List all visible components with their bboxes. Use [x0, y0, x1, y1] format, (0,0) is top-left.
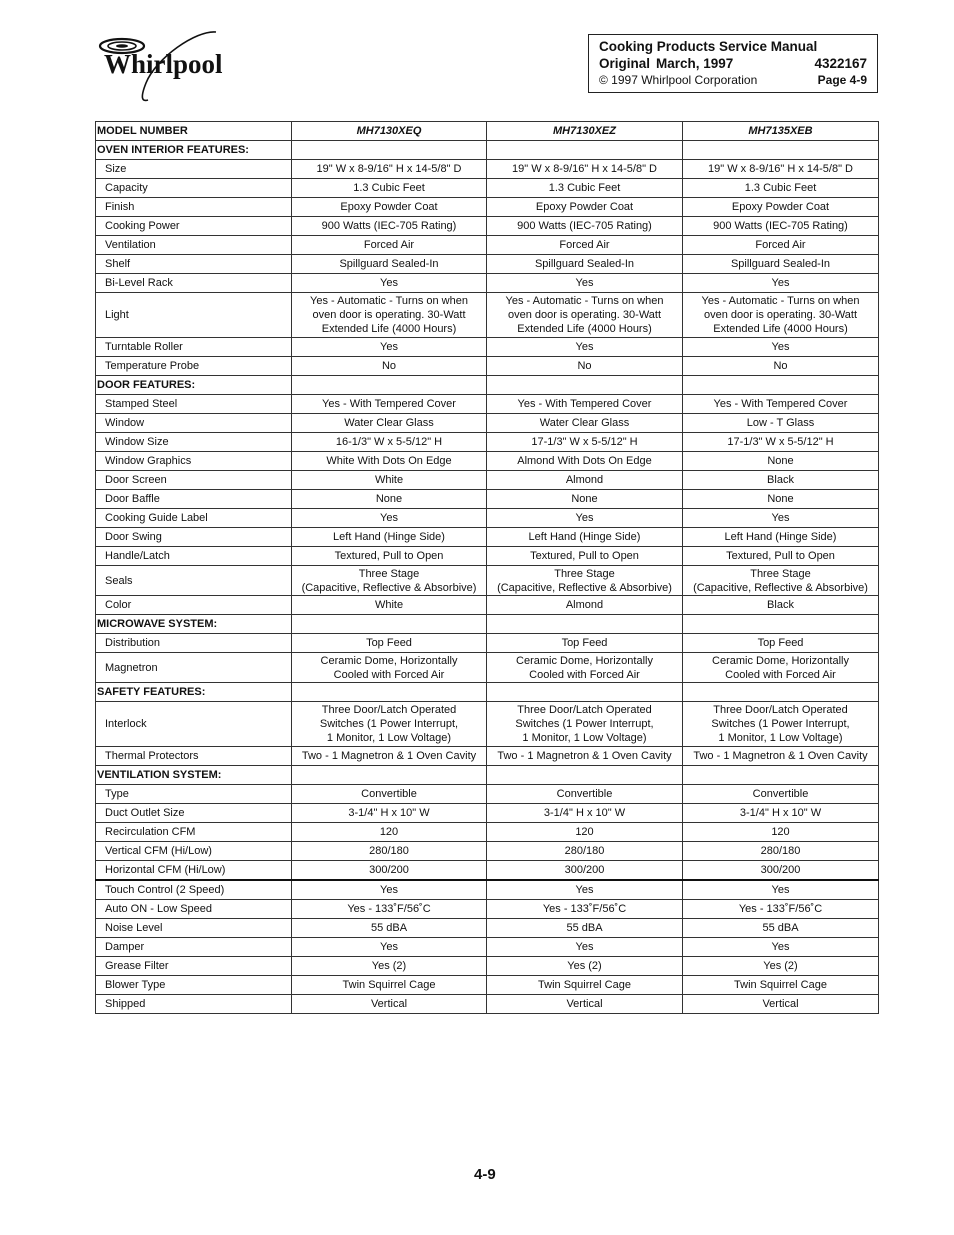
value-cell [683, 566, 879, 596]
row-label: Window Size [96, 433, 292, 452]
table-header-row [96, 122, 879, 141]
empty-cell [292, 376, 487, 395]
value-cell: Textured, Pull to Open [487, 547, 683, 566]
value-cell: Almond [487, 596, 683, 615]
value-line: Ceramic Dome, Horizontally [712, 654, 849, 667]
value-line: Three Stage [750, 567, 811, 580]
row-label: Thermal Protectors [96, 747, 292, 766]
empty-cell [292, 615, 487, 634]
value-cell: Top Feed [292, 634, 487, 653]
value-cell: None [292, 490, 487, 509]
table-row [96, 596, 879, 615]
row-label: Stamped Steel [96, 395, 292, 414]
empty-cell [683, 376, 879, 395]
section-row [96, 615, 879, 634]
header-page-ref: Page 4-9 [817, 73, 867, 87]
table-row [96, 785, 879, 804]
whirlpool-logo [96, 28, 236, 104]
table-row [96, 547, 879, 566]
empty-cell [487, 683, 683, 702]
value-cell: Convertible [683, 785, 879, 804]
table-row [96, 236, 879, 255]
value-cell: Left Hand (Hinge Side) [683, 528, 879, 547]
value-cell: 1.3 Cubic Feet [292, 179, 487, 198]
header-part-number: 4322167 [814, 56, 867, 71]
value-cell [292, 653, 487, 683]
table-row [96, 823, 879, 842]
table-row [96, 255, 879, 274]
table-row [96, 995, 879, 1014]
table-row [96, 528, 879, 547]
table-row [96, 976, 879, 995]
value-cell: 55 dBA [292, 919, 487, 938]
section-row [96, 766, 879, 785]
row-label: Distribution [96, 634, 292, 653]
empty-cell [292, 766, 487, 785]
value-cell: 900 Watts (IEC-705 Rating) [683, 217, 879, 236]
value-line: oven door is operating. 30-Watt [507, 309, 662, 321]
value-cell: Yes [487, 880, 683, 900]
value-cell: Yes - With Tempered Cover [683, 395, 879, 414]
row-label: Handle/Latch [96, 547, 292, 566]
table-row [96, 566, 879, 596]
value-cell: 1.3 Cubic Feet [683, 179, 879, 198]
value-cell: Left Hand (Hinge Side) [292, 528, 487, 547]
value-cell: Textured, Pull to Open [683, 547, 879, 566]
value-cell: Forced Air [683, 236, 879, 255]
value-cell: Epoxy Powder Coat [487, 198, 683, 217]
row-label: Recirculation CFM [96, 823, 292, 842]
value-cell: 1.3 Cubic Feet [487, 179, 683, 198]
row-label: Size [96, 160, 292, 179]
value-cell [292, 702, 487, 747]
row-label: Finish [96, 198, 292, 217]
row-label: Cooking Guide Label [96, 509, 292, 528]
value-cell: Yes [487, 509, 683, 528]
value-cell: Yes (2) [487, 957, 683, 976]
value-line: Cooled with Forced Air [725, 668, 836, 681]
table-row [96, 747, 879, 766]
empty-cell [487, 766, 683, 785]
row-label: Light [96, 293, 292, 338]
value-line: Three Door/Latch Operated [517, 704, 652, 716]
value-cell: Two - 1 Magnetron & 1 Oven Cavity [683, 747, 879, 766]
row-label: Window Graphics [96, 452, 292, 471]
table-row [96, 842, 879, 861]
header-original: Original [599, 56, 651, 71]
empty-cell [683, 683, 879, 702]
value-line: (Capacitive, Reflective & Absorbive) [693, 581, 868, 594]
value-line: Yes - Automatic - Turns on when [310, 295, 468, 307]
value-cell: Twin Squirrel Cage [683, 976, 879, 995]
row-label: Shipped [96, 995, 292, 1014]
row-label: Cooking Power [96, 217, 292, 236]
table-row [96, 160, 879, 179]
value-cell: Almond [487, 471, 683, 490]
value-cell [292, 566, 487, 596]
value-line: oven door is operating. 30-Watt [312, 309, 466, 321]
table-row [96, 452, 879, 471]
page-number: 4-9 [474, 1166, 496, 1183]
value-cell [487, 702, 683, 747]
row-label: Touch Control (2 Speed) [96, 880, 292, 900]
value-cell: Spillguard Sealed-In [487, 255, 683, 274]
row-label: Door Screen [96, 471, 292, 490]
header-line-3 [599, 72, 867, 89]
section-title: SAFETY FEATURES: [96, 683, 292, 702]
empty-cell [683, 766, 879, 785]
table-row [96, 509, 879, 528]
section-row [96, 376, 879, 395]
value-cell: 55 dBA [487, 919, 683, 938]
row-label: Grease Filter [96, 957, 292, 976]
value-cell: Textured, Pull to Open [292, 547, 487, 566]
value-cell: Forced Air [487, 236, 683, 255]
value-cell: Yes [292, 938, 487, 957]
value-cell: 900 Watts (IEC-705 Rating) [292, 217, 487, 236]
value-line: Three Stage [554, 567, 615, 580]
row-label: Vertical CFM (Hi/Low) [96, 842, 292, 861]
value-cell: White [292, 471, 487, 490]
model-col-3: MH7135XEB [683, 122, 879, 141]
value-cell: 120 [487, 823, 683, 842]
row-label: Seals [96, 566, 292, 596]
value-cell: 55 dBA [683, 919, 879, 938]
value-line: Switches (1 Power Interrupt, [711, 718, 850, 730]
section-title: MICROWAVE SYSTEM: [96, 615, 292, 634]
table-row [96, 198, 879, 217]
value-cell: 120 [292, 823, 487, 842]
section-row [96, 683, 879, 702]
value-cell: Epoxy Powder Coat [683, 198, 879, 217]
value-cell: Yes [683, 880, 879, 900]
table-row [96, 957, 879, 976]
row-label: Damper [96, 938, 292, 957]
value-cell: Vertical [487, 995, 683, 1014]
empty-cell [487, 376, 683, 395]
row-label: Bi-Level Rack [96, 274, 292, 293]
value-line: 1 Monitor, 1 Low Voltage) [718, 732, 843, 744]
value-cell: Vertical [292, 995, 487, 1014]
value-cell: Water Clear Glass [487, 414, 683, 433]
value-cell: None [487, 490, 683, 509]
row-label: Type [96, 785, 292, 804]
section-title: VENTILATION SYSTEM: [96, 766, 292, 785]
row-label: Window [96, 414, 292, 433]
whirlpool-logo-graphic [96, 28, 236, 104]
value-line: Cooled with Forced Air [529, 668, 640, 681]
model-col-1: MH7130XEQ [292, 122, 487, 141]
value-cell: 19" W x 8-9/16" H x 14-5/8" D [683, 160, 879, 179]
value-line: Yes - Automatic - Turns on when [701, 295, 860, 307]
row-label: Interlock [96, 702, 292, 747]
empty-cell [487, 141, 683, 160]
value-cell: None [683, 490, 879, 509]
header-date: March, 1997 [656, 56, 734, 71]
table-row [96, 490, 879, 509]
empty-cell [487, 615, 683, 634]
value-line: Yes - Automatic - Turns on when [505, 295, 664, 307]
value-cell: Water Clear Glass [292, 414, 487, 433]
row-label: Noise Level [96, 919, 292, 938]
value-cell: Left Hand (Hinge Side) [487, 528, 683, 547]
value-line: Ceramic Dome, Horizontally [320, 654, 458, 667]
value-cell: Epoxy Powder Coat [292, 198, 487, 217]
value-line: Three Door/Latch Operated [713, 704, 848, 716]
value-cell: Yes [487, 274, 683, 293]
table-row [96, 919, 879, 938]
value-cell: Yes [487, 338, 683, 357]
value-cell: 17-1/3" W x 5-5/12" H [683, 433, 879, 452]
value-cell: 300/200 [292, 861, 487, 881]
value-cell: Yes [292, 509, 487, 528]
table-row [96, 293, 879, 338]
value-cell: White [292, 596, 487, 615]
manual-title: Cooking Products Service Manual [599, 39, 818, 54]
value-line: Ceramic Dome, Horizontally [516, 654, 653, 667]
row-label: Turntable Roller [96, 338, 292, 357]
table-row [96, 804, 879, 823]
row-label: Blower Type [96, 976, 292, 995]
value-line: oven door is operating. 30-Watt [703, 309, 858, 321]
value-cell: 300/200 [683, 861, 879, 881]
value-cell: 900 Watts (IEC-705 Rating) [487, 217, 683, 236]
value-cell: Yes - With Tempered Cover [292, 395, 487, 414]
value-cell: 280/180 [683, 842, 879, 861]
model-col-2: MH7130XEZ [487, 122, 683, 141]
section-row [96, 141, 879, 160]
value-cell: 3-1/4" H x 10" W [683, 804, 879, 823]
value-cell: Two - 1 Magnetron & 1 Oven Cavity [292, 747, 487, 766]
table-row [96, 179, 879, 198]
value-line: Cooled with Forced Air [333, 668, 445, 681]
value-cell [487, 293, 683, 338]
value-cell: White With Dots On Edge [292, 452, 487, 471]
value-cell: Yes [683, 509, 879, 528]
row-label: Capacity [96, 179, 292, 198]
value-cell [683, 702, 879, 747]
value-cell: Yes [683, 938, 879, 957]
value-cell [292, 293, 487, 338]
table-row [96, 861, 879, 881]
header-original-date [599, 55, 733, 72]
value-cell: Black [683, 596, 879, 615]
value-cell: Yes - 133˚F/56˚C [292, 900, 487, 919]
empty-cell [292, 141, 487, 160]
value-line: Extended Life (4000 Hours) [713, 323, 848, 335]
header-copyright: © 1997 Whirlpool Corporation [599, 73, 758, 87]
value-cell: Almond With Dots On Edge [487, 452, 683, 471]
value-line: Switches (1 Power Interrupt, [515, 718, 654, 730]
value-line: 1 Monitor, 1 Low Voltage) [326, 732, 452, 744]
table-row [96, 217, 879, 236]
value-line: Extended Life (4000 Hours) [321, 323, 457, 335]
value-line: (Capacitive, Reflective & Absorbive) [301, 581, 477, 594]
value-line: Three Stage [358, 567, 420, 580]
empty-cell [292, 683, 487, 702]
value-cell: Convertible [292, 785, 487, 804]
value-cell: 17-1/3" W x 5-5/12" H [487, 433, 683, 452]
value-cell: 280/180 [292, 842, 487, 861]
value-line: Switches (1 Power Interrupt, [319, 718, 459, 730]
value-cell [683, 653, 879, 683]
logo-wordmark: Whirlpool [104, 49, 223, 79]
table-row [96, 357, 879, 376]
value-cell: Twin Squirrel Cage [487, 976, 683, 995]
value-cell: Vertical [683, 995, 879, 1014]
table-row [96, 274, 879, 293]
table-row [96, 414, 879, 433]
section-title: OVEN INTERIOR FEATURES: [96, 141, 292, 160]
table-row [96, 634, 879, 653]
value-cell [487, 566, 683, 596]
value-cell: Convertible [487, 785, 683, 804]
row-label: Color [96, 596, 292, 615]
value-cell: Yes [292, 880, 487, 900]
row-label: Magnetron [96, 653, 292, 683]
row-label: Door Baffle [96, 490, 292, 509]
value-cell: 16-1/3" W x 5-5/12" H [292, 433, 487, 452]
value-cell: Yes [292, 274, 487, 293]
value-cell: 19" W x 8-9/16" H x 14-5/8" D [292, 160, 487, 179]
row-label: Horizontal CFM (Hi/Low) [96, 861, 292, 881]
value-cell [487, 653, 683, 683]
row-label: Duct Outlet Size [96, 804, 292, 823]
value-cell: 3-1/4" H x 10" W [487, 804, 683, 823]
value-cell: Yes [292, 338, 487, 357]
value-cell: Two - 1 Magnetron & 1 Oven Cavity [487, 747, 683, 766]
value-cell: 19" W x 8-9/16" H x 14-5/8" D [487, 160, 683, 179]
value-cell: Yes (2) [292, 957, 487, 976]
value-cell: Yes [683, 274, 879, 293]
value-cell: Yes [683, 338, 879, 357]
value-cell: Yes [487, 938, 683, 957]
value-cell: Low - T Glass [683, 414, 879, 433]
value-line: 1 Monitor, 1 Low Voltage) [522, 732, 647, 744]
value-cell: No [292, 357, 487, 376]
empty-cell [683, 615, 879, 634]
table-row [96, 395, 879, 414]
value-cell: 120 [683, 823, 879, 842]
value-line: Extended Life (4000 Hours) [517, 323, 652, 335]
value-cell [683, 293, 879, 338]
value-cell: Yes - 133˚F/56˚C [683, 900, 879, 919]
value-cell: Yes (2) [683, 957, 879, 976]
spec-table [95, 121, 879, 1014]
empty-cell [683, 141, 879, 160]
value-cell: Forced Air [292, 236, 487, 255]
value-line: Three Door/Latch Operated [321, 704, 457, 716]
model-number-label: MODEL NUMBER [96, 122, 292, 141]
value-cell: Yes - With Tempered Cover [487, 395, 683, 414]
manual-header-box [588, 34, 878, 93]
row-label: Door Swing [96, 528, 292, 547]
value-cell: 280/180 [487, 842, 683, 861]
table-row [96, 471, 879, 490]
table-row [96, 880, 879, 900]
spec-table-body [96, 122, 879, 1014]
row-label: Shelf [96, 255, 292, 274]
table-row [96, 702, 879, 747]
table-row [96, 433, 879, 452]
value-cell: Top Feed [487, 634, 683, 653]
table-row [96, 338, 879, 357]
value-cell: No [487, 357, 683, 376]
section-title: DOOR FEATURES: [96, 376, 292, 395]
value-cell: No [683, 357, 879, 376]
value-cell: Twin Squirrel Cage [292, 976, 487, 995]
value-cell: Black [683, 471, 879, 490]
table-row [96, 938, 879, 957]
value-cell: 3-1/4" H x 10" W [292, 804, 487, 823]
value-cell: Top Feed [683, 634, 879, 653]
value-cell: Spillguard Sealed-In [292, 255, 487, 274]
row-label: Auto ON - Low Speed [96, 900, 292, 919]
value-cell: None [683, 452, 879, 471]
table-row [96, 900, 879, 919]
header-line-2 [599, 55, 867, 72]
row-label: Temperature Probe [96, 357, 292, 376]
table-row [96, 653, 879, 683]
value-line: (Capacitive, Reflective & Absorbive) [497, 581, 672, 594]
row-label: Ventilation [96, 236, 292, 255]
value-cell: Yes - 133˚F/56˚C [487, 900, 683, 919]
value-cell: 300/200 [487, 861, 683, 881]
value-cell: Spillguard Sealed-In [683, 255, 879, 274]
